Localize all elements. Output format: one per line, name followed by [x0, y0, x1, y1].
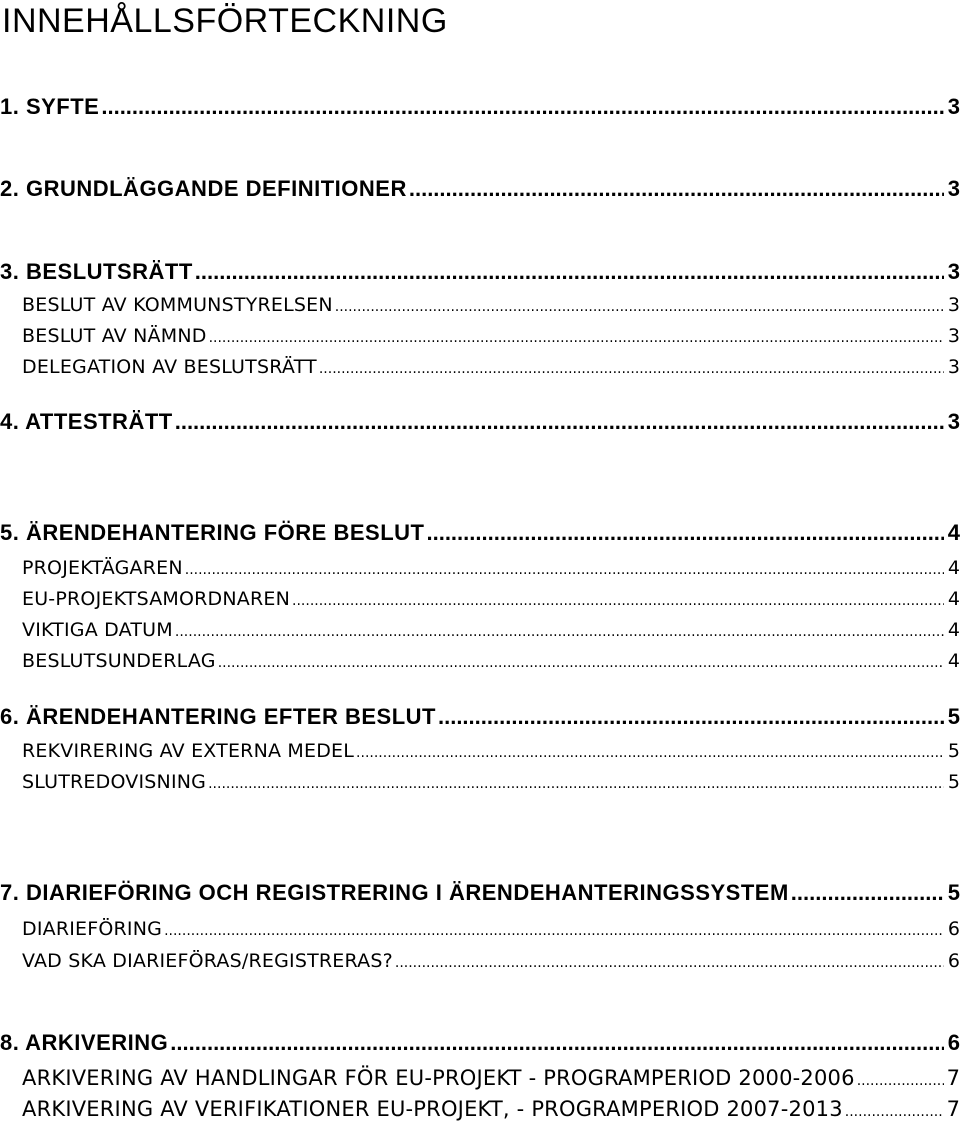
- toc-subentry-viktiga-datum[interactable]: [0, 619, 960, 647]
- toc-entry-label: 5. ÄRENDEHANTERING FÖRE BESLUT: [0, 520, 425, 545]
- toc-page-number: 3: [947, 356, 960, 378]
- toc-entry-diareforing-och-registrering[interactable]: [0, 880, 960, 908]
- toc-subentry-beslut-av-namnd[interactable]: [0, 325, 960, 353]
- toc-page-number: 5: [947, 880, 960, 905]
- toc-page-number: 3: [947, 409, 960, 434]
- dot-leader: [185, 557, 944, 579]
- toc-entry-label: 4. ATTESTRÄTT: [0, 409, 173, 434]
- toc-subentry-beslutsunderlag[interactable]: [0, 650, 960, 678]
- toc-entry-label: BESLUT AV NÄMND: [22, 325, 207, 347]
- dot-leader: [175, 619, 944, 641]
- dot-leader: [292, 588, 944, 610]
- toc-page-number: 4: [947, 557, 960, 579]
- toc-entry-label: DIARIEFÖRING: [22, 918, 163, 940]
- toc-page-number: 3: [947, 294, 960, 316]
- toc-page-number: 6: [947, 950, 960, 972]
- toc-entry-label: REKVIRERING AV EXTERNA MEDEL: [22, 740, 355, 762]
- toc-entry-label: SLUTREDOVISNING: [22, 771, 207, 793]
- dot-leader: [170, 1030, 944, 1056]
- toc-subentry-slutredovisning[interactable]: [0, 771, 960, 799]
- toc-page-number: 3: [947, 94, 960, 119]
- toc-entry-label: ARKIVERING AV VERIFIKATIONER EU-PROJEKT, - PROGRAMPERIOD 2007-2013: [22, 1097, 843, 1121]
- toc-subentry-vad-ska-diarieforas[interactable]: [0, 950, 960, 978]
- dot-leader: [195, 259, 944, 285]
- toc-entry-label: BESLUT AV KOMMUNSTYRELSEN: [22, 294, 333, 316]
- toc-page-number: 7: [946, 1097, 960, 1121]
- toc-entry-label: EU-PROJEKTSAMORDNAREN: [22, 588, 291, 610]
- toc-entry-label: 8. ARKIVERING: [0, 1030, 169, 1055]
- toc-entry-label: VAD SKA DIARIEFÖRAS/REGISTRERAS?: [22, 950, 393, 972]
- toc-page-number: 3: [947, 176, 960, 201]
- toc-subentry-arkivering-av-handlingar[interactable]: [0, 1066, 960, 1094]
- toc-entry-label: VIKTIGA DATUM: [22, 619, 173, 641]
- toc-entry-attestratt[interactable]: [0, 409, 960, 437]
- toc-page-number: 4: [947, 588, 960, 610]
- toc-subentry-projektagaren[interactable]: [0, 557, 960, 585]
- toc-page-number: 3: [947, 259, 960, 284]
- dot-leader: [791, 880, 944, 906]
- toc-page-number: 5: [947, 740, 960, 762]
- toc-entry-arendehantering-fore-beslut[interactable]: [0, 520, 960, 548]
- toc-entry-label: 1. SYFTE: [0, 94, 100, 119]
- toc-page-number: 7: [946, 1066, 960, 1090]
- toc-subentry-delegation-av-beslutsratt[interactable]: [0, 356, 960, 384]
- toc-entry-arkivering[interactable]: [0, 1030, 960, 1058]
- dot-leader: [438, 704, 944, 730]
- dot-leader: [356, 740, 944, 762]
- dot-leader: [175, 409, 944, 435]
- toc-subentry-beslut-av-kommunstyrelsen[interactable]: [0, 294, 960, 322]
- toc-entry-label: 3. BESLUTSRÄTT: [0, 259, 193, 284]
- toc-entry-label: 7. DIARIEFÖRING OCH REGISTRERING I ÄRENDEHANTERINGSSYSTEM: [0, 880, 789, 905]
- dot-leader: [395, 950, 944, 972]
- dot-leader: [335, 294, 944, 316]
- toc-entry-label: 2. GRUNDLÄGGANDE DEFINITIONER: [0, 176, 407, 201]
- toc-entry-label: DELEGATION AV BESLUTSRÄTT: [22, 356, 317, 378]
- toc-page-number: 6: [947, 918, 960, 940]
- dot-leader: [319, 356, 944, 378]
- toc-page-number: 5: [947, 771, 960, 793]
- toc-subentry-diarieforing[interactable]: [0, 918, 960, 946]
- toc-page-number: 6: [947, 1030, 960, 1055]
- toc-entry-arendehantering-efter-beslut[interactable]: [0, 704, 960, 732]
- toc-entry-label: 6. ÄRENDEHANTERING EFTER BESLUT: [0, 704, 436, 729]
- dot-leader: [857, 1066, 944, 1090]
- toc-page-number: 4: [947, 619, 960, 641]
- toc-page-number: 4: [947, 520, 960, 545]
- toc-subentry-eu-projektsamordnaren[interactable]: [0, 588, 960, 616]
- toc-page-number: 4: [947, 650, 960, 672]
- toc-subentry-arkivering-av-verifikationer[interactable]: [0, 1097, 960, 1125]
- toc-entry-grundlaggande-definitioner[interactable]: [0, 176, 960, 204]
- dot-leader: [164, 918, 944, 940]
- dot-leader: [409, 176, 944, 202]
- dot-leader: [218, 650, 944, 672]
- document-title: INNEHÅLLSFÖRTECKNING: [2, 2, 448, 40]
- dot-leader: [208, 771, 944, 793]
- toc-entry-label: PROJEKTÄGAREN: [22, 557, 183, 579]
- toc-entry-label: BESLUTSUNDERLAG: [22, 650, 216, 672]
- toc-entry-syfte[interactable]: [0, 94, 960, 122]
- toc-page-number: 3: [947, 325, 960, 347]
- toc-page-number: 5: [947, 704, 960, 729]
- dot-leader: [101, 94, 944, 120]
- toc-entry-label: ARKIVERING AV HANDLINGAR FÖR EU-PROJEKT - PROGRAMPERIOD 2000-2006: [22, 1066, 855, 1090]
- dot-leader: [209, 325, 944, 347]
- toc-subentry-rekvirering-av-externa-medel[interactable]: [0, 740, 960, 768]
- dot-leader: [845, 1097, 944, 1121]
- toc-entry-beslutsratt[interactable]: [0, 259, 960, 287]
- dot-leader: [426, 520, 944, 546]
